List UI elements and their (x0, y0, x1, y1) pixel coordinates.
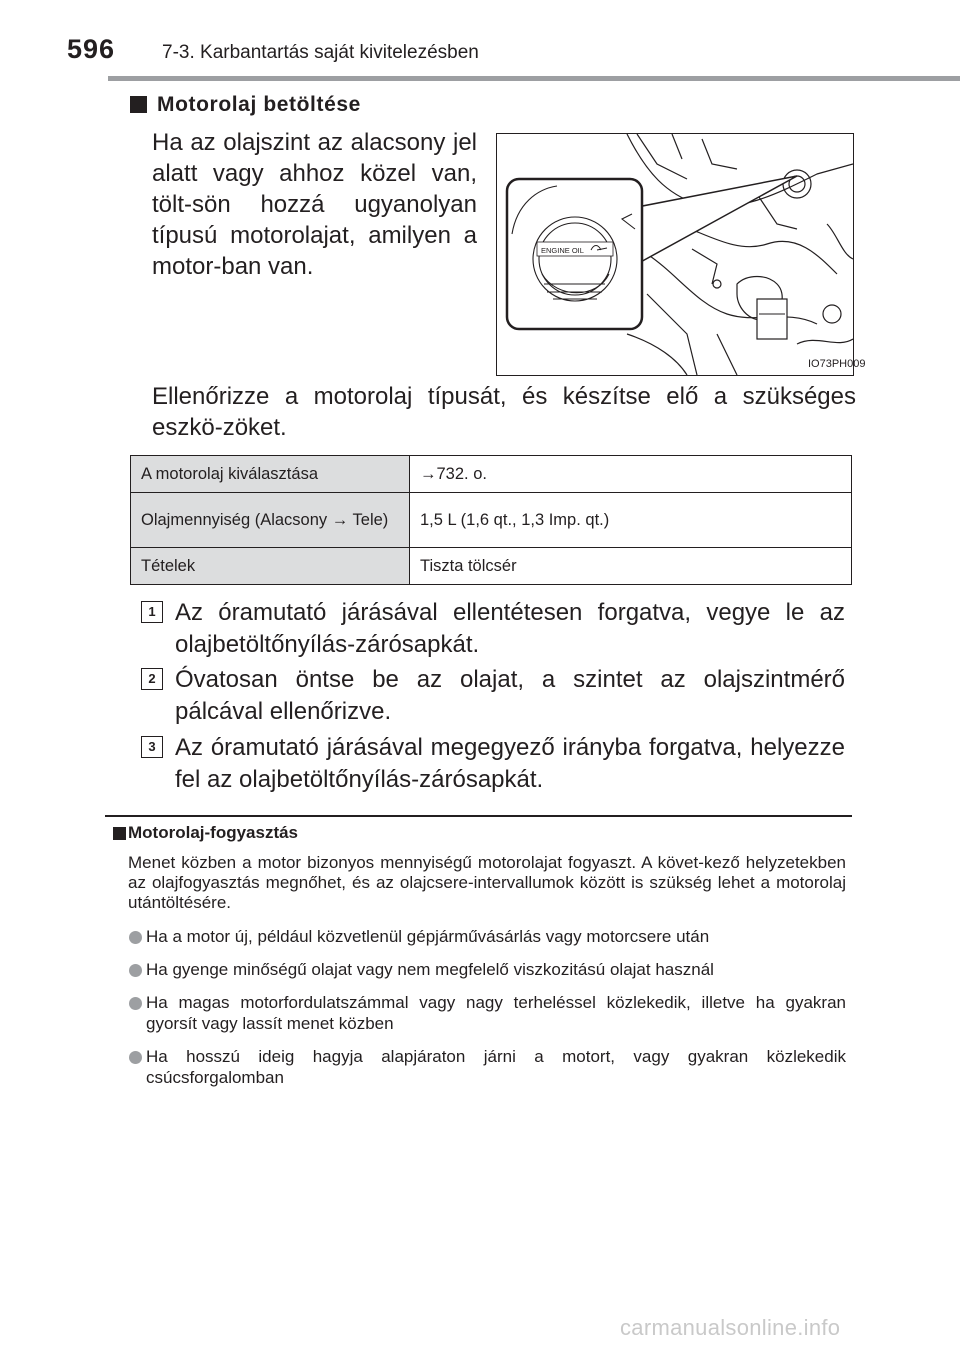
list-item: Ha a motor új, például közvetlenül gépjárművásárlás vagy motorcsere után (146, 927, 710, 946)
table-value: 1,5 L (1,6 qt., 1,3 Imp. qt.) (410, 493, 852, 548)
subsection-heading: Motorolaj-fogyasztás (128, 823, 299, 842)
table-row (131, 493, 852, 548)
round-bullet-icon (129, 997, 142, 1010)
list-item: Ha gyenge minőségű olajat vagy nem megfelelő viszkozitású olajat használ (146, 960, 714, 979)
square-bullet-icon (113, 827, 126, 840)
figure-id: IO73PH009 (808, 358, 866, 370)
list-item: Ha hosszú ideig hagyja alapjáraton járni a motort, vagy gyakran közlekedik csúcsforgalomban (146, 1047, 846, 1087)
round-bullet-icon (129, 931, 142, 944)
square-bullet-icon (130, 96, 147, 113)
oil-spec-table (130, 455, 852, 585)
list-item: Ha magas motorfordulatszámmal vagy nagy terheléssel közlekedik, illetve ha gyakran gyorsít vagy lassít menet közben (146, 993, 846, 1033)
table-value: →732. o. (410, 456, 852, 493)
intro-paragraph: Ha az olajszint az alacsony jel alatt vagy ahhoz közel van, tölt-sön hozzá ugyanolyan típusú motorolajat, amilyen a motor-ban van. (152, 129, 477, 280)
table-label: A motorolaj kiválasztása (131, 456, 410, 493)
table-row (131, 456, 852, 493)
cap-label: ENGINE OIL (541, 246, 584, 255)
table-row (131, 548, 852, 585)
table-value: Tiszta tölcsér (410, 548, 852, 585)
round-bullet-icon (129, 1051, 142, 1064)
step-number-badge: 1 (141, 601, 163, 623)
engine-bay-drawing (497, 134, 853, 375)
round-bullet-icon (129, 964, 142, 977)
section-divider (105, 815, 852, 817)
table-label: Tételek (131, 548, 410, 585)
prep-paragraph: Ellenőrizze a motorolaj típusát, és készítse elő a szükséges eszkö-zöket. (152, 383, 856, 441)
subsection-paragraph: Menet közben a motor bizonyos mennyiségű motorolajat fogyaszt. A követ-kező helyzetekben az olajfogyasztás megnőhet, és az olajcsere-intervallumok között is szükség lehet a motorolaj utántöltésére. (128, 853, 846, 912)
step-text: Az óramutató járásával ellentétesen forgatva, vegye le az olajbetöltőnyílás-zárósapkát. (175, 599, 845, 658)
engine-illustration (496, 133, 854, 376)
step-text: Óvatosan öntse be az olajat, a szintet az olajszintmérő pálcával ellenőrizve. (175, 666, 845, 725)
header-rule (108, 76, 960, 81)
watermark: carmanualsonline.info (620, 1315, 841, 1340)
page-number: 596 (67, 34, 116, 64)
step-text: Az óramutató járásával megegyező irányba forgatva, helyezze fel az olajbetöltőnyílás-zárósapkát. (175, 734, 845, 793)
step-number-badge: 2 (141, 668, 163, 690)
section-heading: Motorolaj betöltése (157, 93, 361, 116)
step-number-badge: 3 (141, 736, 163, 758)
section-title: 7-3. Karbantartás saját kivitelezésben (162, 42, 479, 63)
table-label: Olajmennyiség (Alacsony → Tele) (131, 493, 410, 548)
